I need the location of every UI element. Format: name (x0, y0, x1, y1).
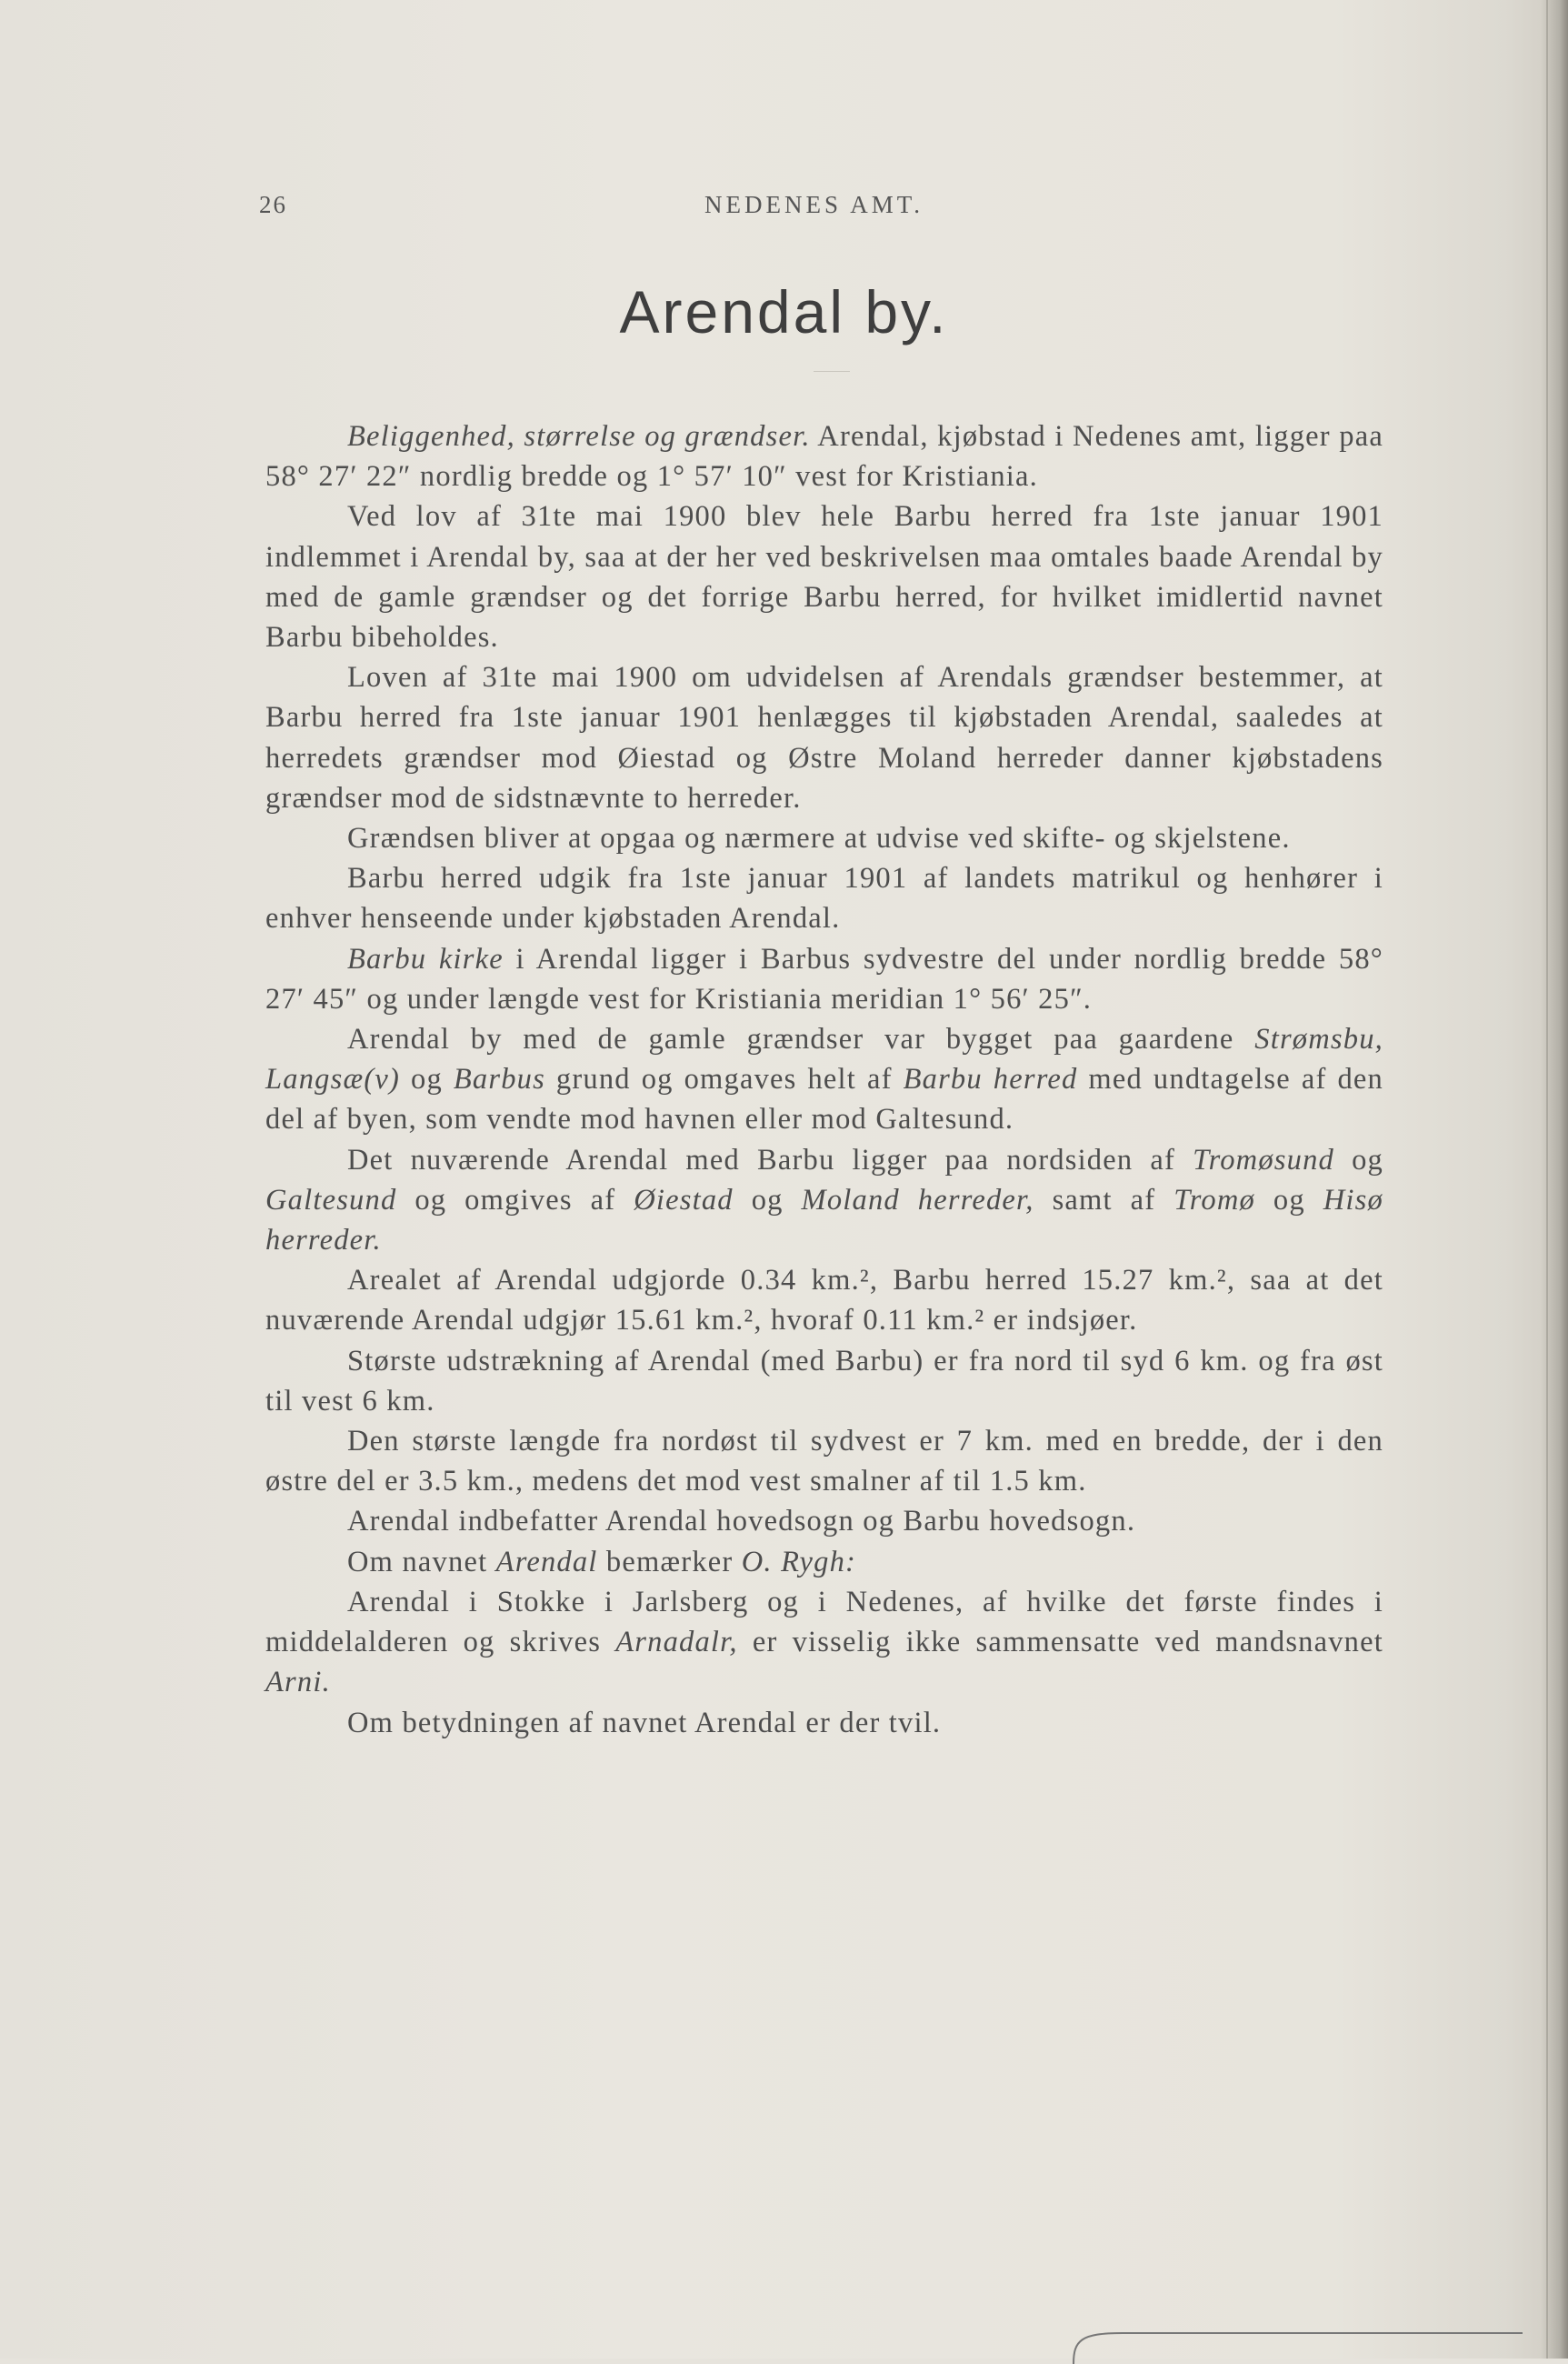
italic-text: Barbu herred (903, 1063, 1078, 1097)
italic-text: O. Rygh: (741, 1545, 857, 1578)
para-arealet (265, 1260, 1383, 1340)
page-title: Arendal by. (619, 278, 949, 346)
text-run: i Arendal ligger i Barbus sydvestre del under nordlig bredde 58° 27′ 45″ og under længde vest for Kristiania meridian 1° 56′ 25″. (265, 942, 1384, 1016)
italic-text: Tromøsund (1193, 1143, 1335, 1177)
text-run: Største udstrækning af Arendal (med Barbu) er fra nord til syd 6 km. og fra øst til vest 6 km. (265, 1344, 1383, 1417)
para-om-navnet (265, 1542, 1383, 1582)
italic-text: Hisø herreder. (265, 1183, 1383, 1257)
para-ved-lov (265, 496, 1383, 657)
para-indbefatter (265, 1501, 1383, 1541)
text-run: Arendal indbefatter Arendal hovedsogn og Barbu hovedsogn. (347, 1505, 1136, 1538)
text-run: Loven af 31te mai 1900 om udvidelsen af Arendals grændser bestemmer, at Barbu herred fra 1ste januar 1901 henlægges til kjøbstaden Arendal, saaledes at herredets grændser mod Øiestad og Østre Moland herreder danner kjøbstadens grændser mod de sidstnævnte to herreder. (265, 661, 1383, 815)
running-head: NEDENES AMT. (704, 191, 924, 218)
para-graendsen (265, 818, 1383, 858)
italic-text: Moland herreder, (801, 1183, 1034, 1217)
text-run: Arendal i Stokke i Jarlsberg og i Nedenes, af hvilke det første findes i middelalderen og skrives (265, 1585, 1383, 1659)
text-run: samt af (1034, 1183, 1174, 1217)
text-run: og (400, 1063, 454, 1097)
page-edge-shadow (1541, 0, 1568, 2359)
italic-text: Beliggenhed, størrelse og grændser. (347, 420, 811, 453)
text-run: og (1254, 1183, 1323, 1217)
italic-text: Strømsbu, Langsæ(v) (265, 1023, 1383, 1097)
text-run: Om navnet (347, 1545, 496, 1578)
text-run: Om betydningen af navnet Arendal er der tvil. (347, 1706, 942, 1739)
text-run: Grændsen bliver at opgaa og nærmere at udvise ved skifte- og skjelstene. (347, 822, 1291, 856)
text-run: og (1334, 1143, 1383, 1177)
text-run: Ved lov af 31te mai 1900 blev hele Barbu herred fra 1ste januar 1901 indlemmet i Arendal by, saa at der her ved beskrivelsen maa omtales baade Arendal by med de gamle grændser og det forrige Barbu herred, for hvilket imidlertid navnet Barbu bibeholdes. (265, 500, 1383, 655)
body-text (265, 416, 1383, 1743)
para-betydningen (265, 1703, 1383, 1743)
text-run: Arendal, kjøbstad i Nedenes amt, ligger paa 58° 27′ 22″ nordlig bredde og 1° 57′ 10″ vest for Kristiania. (265, 420, 1383, 494)
page-number: 26 (259, 191, 287, 218)
para-barbu-kirke (265, 939, 1383, 1019)
text-run: med undtagelse af den del af byen, som vendte mod havnen eller mod Galtesund. (265, 1063, 1383, 1137)
para-barbu-herred (265, 858, 1383, 938)
para-arendal-by (265, 1019, 1383, 1140)
title-rule (814, 371, 850, 372)
text-run: Arealet af Arendal udgjorde 0.34 km.², Barbu herred 15.27 km.², saa at det nuværende Arendal udgjør 15.61 km.², hvoraf 0.11 km.² er indsjøer. (265, 1264, 1383, 1337)
para-storste-laengde (265, 1421, 1383, 1501)
page-edge-line (1546, 0, 1548, 2359)
para-nuvaerende (265, 1140, 1383, 1261)
italic-text: Tromø (1174, 1183, 1255, 1217)
italic-text: Galtesund (265, 1183, 397, 1217)
bottom-margin-mark (1068, 2328, 1523, 2364)
italic-text: Barbus (453, 1063, 545, 1097)
text-run: Den største længde fra nordøst til sydvest er 7 km. med en bredde, der i den østre del er 3.5 km., medens det mod vest smalner af til 1.5 km. (265, 1425, 1383, 1498)
para-stokke (265, 1582, 1383, 1703)
page-header (259, 191, 1386, 227)
text-run: er visselig ikke sammensatte ved mandsnavnet (737, 1626, 1383, 1659)
para-loven (265, 657, 1383, 818)
text-run: og (733, 1183, 802, 1217)
text-run: Det nuværende Arendal med Barbu ligger paa nordsiden af (347, 1143, 1193, 1177)
italic-text: Arnadalr, (615, 1626, 738, 1659)
italic-text: Arni. (265, 1666, 331, 1699)
text-run: Arendal by med de gamle grændser var bygget paa gaardene (347, 1023, 1255, 1057)
para-beliggenhed (265, 416, 1383, 496)
italic-text: Arendal (495, 1545, 598, 1578)
para-storste-udstraekning (265, 1341, 1383, 1421)
text-run: og omgives af (396, 1183, 634, 1217)
text-run: bemærker (597, 1545, 742, 1578)
italic-text: Øiestad (634, 1183, 734, 1217)
text-run: grund og omgaves helt af (544, 1063, 904, 1097)
italic-text: Barbu kirke (347, 942, 504, 976)
text-run: Barbu herred udgik fra 1ste januar 1901 af landets matrikul og henhører i enhver henseende under kjøbstaden Arendal. (265, 862, 1383, 936)
